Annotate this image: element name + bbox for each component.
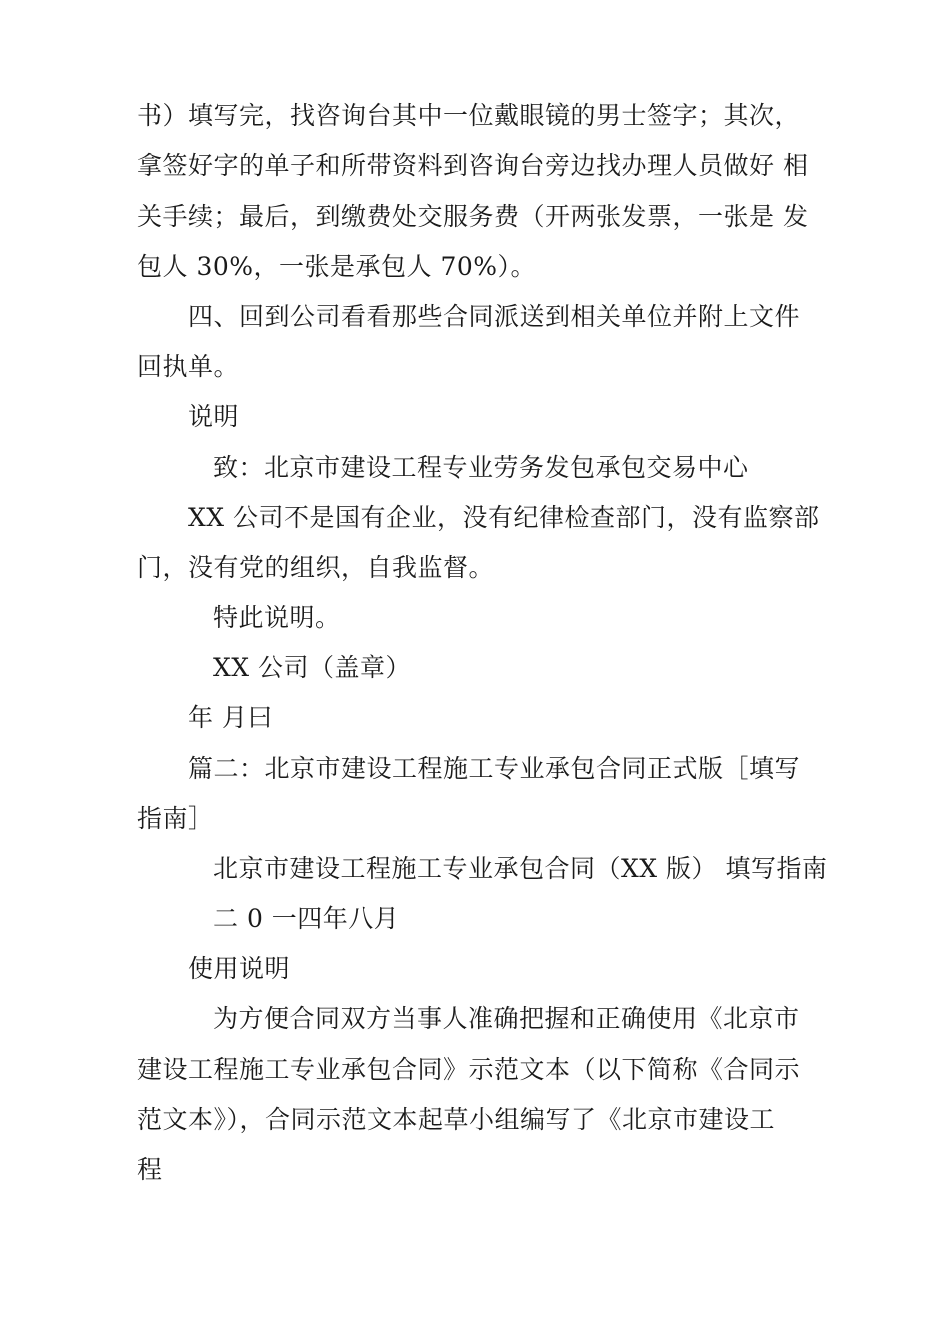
- paragraph-line: 书）填写完，找咨询台其中一位戴眼镜的男士签字；其次，: [137, 101, 801, 130]
- paragraph-line: 包人 30%，一张是承包人 70%）。: [137, 252, 537, 281]
- paragraph-line: 程: [137, 1155, 163, 1184]
- guide-date: 二 0 一四年八月: [213, 904, 400, 933]
- addressee-line: 致：北京市建设工程专业劳务发包承包交易中心: [213, 453, 749, 482]
- date-line: 年 月曰: [188, 703, 273, 732]
- paragraph-line: 为方便合同双方当事人准确把握和正确使用《北京市: [213, 1004, 800, 1033]
- paragraph-line: 建设工程施工专业承包合同》示范文本（以下简称《合同示: [137, 1055, 801, 1084]
- section-heading: 使用说明: [188, 954, 291, 983]
- paragraph-line: 回执单。: [137, 352, 240, 381]
- signature-line: XX 公司（盖章）: [213, 653, 412, 682]
- section-heading: 说明: [188, 402, 240, 431]
- closing-line: 特此说明。: [213, 603, 341, 632]
- paragraph-line: 门，没有党的组织，自我监督。: [137, 553, 495, 582]
- paragraph-line: 拿签好字的单子和所带资料到咨询台旁边找办理人员做好 相: [137, 151, 809, 180]
- chapter-heading-continued: 指南］: [137, 804, 214, 833]
- guide-title: 北京市建设工程施工专业承包合同（XX 版） 填写指南: [213, 854, 828, 883]
- paragraph-line: 四、回到公司看看那些合同派送到相关单位并附上文件: [188, 302, 801, 331]
- paragraph-line: 范文本》），合同示范文本起草小组编写了《北京市建设工: [137, 1105, 776, 1134]
- paragraph-line: XX 公司不是国有企业，没有纪律检查部门，没有监察部: [188, 503, 820, 532]
- chapter-heading: 篇二：北京市建设工程施工专业承包合同正式版［填写: [188, 754, 801, 783]
- paragraph-line: 关手续；最后，到缴费处交服务费（开两张发票，一张是 发: [137, 202, 809, 231]
